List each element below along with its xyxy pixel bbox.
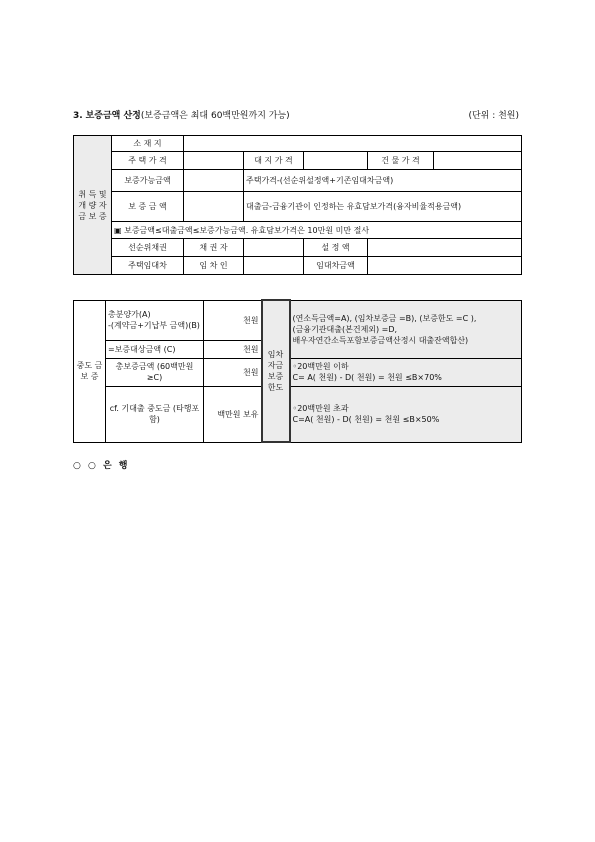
house-lease-label: 주택임대차 (112, 257, 184, 275)
interim-guarantee-table (73, 299, 522, 443)
case2-title: ◦20백만원 초과 (292, 404, 349, 413)
section-note: (보증금액은 최대 60백만원까지 가능) (140, 111, 290, 121)
building-price-label: 건 물 가 격 (368, 152, 434, 170)
unit-label: (단위 : 천원) (468, 111, 519, 121)
lease-limit-label: 임차 자금 보증 한도 (262, 300, 290, 442)
lessee-label: 임 차 인 (184, 257, 244, 275)
creditor-label: 채 권 자 (184, 239, 244, 257)
guarantee-amount-value[interactable] (184, 192, 244, 222)
building-price-value[interactable] (434, 152, 522, 170)
setting-amount-value[interactable] (368, 239, 522, 257)
table1-side-label: 취 득 및 개 량 자 금 보 증 (74, 136, 112, 275)
lease-amount-label: 임대차금액 (304, 257, 368, 275)
case1-formula: C= A( 천원) - D( 천원) = 천원 ≤B×70% (292, 373, 442, 382)
house-price-label: 주 택 가 격 (112, 152, 184, 170)
lessee-value[interactable] (244, 257, 304, 275)
total-guarantee-unit: 천원 (204, 358, 262, 386)
guarantee-possible-label: 보증가능금액 (112, 170, 184, 192)
condition-note: ▣ 보증금액≤대출금액≤보증가능금액. 유효담보가격은 10만원 미만 절사 (112, 222, 522, 239)
total-guarantee-label: 총보증금액 (60백만원≥C) (106, 358, 204, 386)
expected-loan-label: cf. 기대출 중도금 (타행포함) (106, 386, 204, 442)
note-spouse: 배우자연간소득포함보증금액산정시 대출잔액합산) (292, 335, 469, 345)
total-sale-text: 총분양가(A) (108, 310, 151, 319)
expected-loan-unit: 백만원 보유 (204, 386, 262, 442)
guarantee-possible-value[interactable] (184, 170, 244, 192)
land-price-value[interactable] (304, 152, 368, 170)
case1-title: ◦20백만원 이하 (292, 362, 349, 371)
section-number: 3. (73, 111, 83, 121)
total-sale-unit: 천원 (204, 300, 262, 340)
contract-paid-text: -(계약금+기납부 금액)(B) (108, 321, 200, 330)
location-value[interactable] (184, 136, 522, 152)
acquisition-guarantee-table (73, 135, 522, 275)
lease-amount-value[interactable] (368, 257, 522, 275)
section-heading (73, 108, 525, 122)
house-price-value[interactable] (184, 152, 244, 170)
target-amount-unit: 천원 (204, 340, 262, 358)
senior-bond-label: 선순위채권 (112, 239, 184, 257)
note-block (290, 300, 522, 358)
guarantee-amount-formula: 대출금-금융기관이 인정하는 유효담보가격(융자비율적용금액) (244, 192, 522, 222)
note-income: (연소득금액=A), (임차보증금 =B), (보증한도 =C ), (292, 313, 477, 323)
case2-block (290, 386, 522, 442)
creditor-value[interactable] (244, 239, 304, 257)
case2-formula: C=A( 천원) - D( 천원) = 천원 ≤B×50% (292, 415, 440, 424)
guarantee-possible-formula: 주택가격-(선순위설정액+기존임대차금액) (244, 170, 522, 192)
table2-side-label: 중도 금 보 증 (74, 300, 106, 442)
section-title: 보증금액 산정 (85, 111, 141, 121)
note-loan: (금융기관대출(본건제외) =D, (292, 324, 398, 334)
case1-block (290, 358, 522, 386)
land-price-label: 대 지 가 격 (244, 152, 304, 170)
location-label: 소 재 지 (112, 136, 184, 152)
guarantee-amount-label: 보 증 금 액 (112, 192, 184, 222)
target-amount-label: =보증대상금액 (C) (106, 340, 204, 358)
bank-name: ○ ○ 은 행 (73, 461, 130, 471)
total-sale-label (106, 300, 204, 340)
setting-amount-label: 설 정 액 (304, 239, 368, 257)
